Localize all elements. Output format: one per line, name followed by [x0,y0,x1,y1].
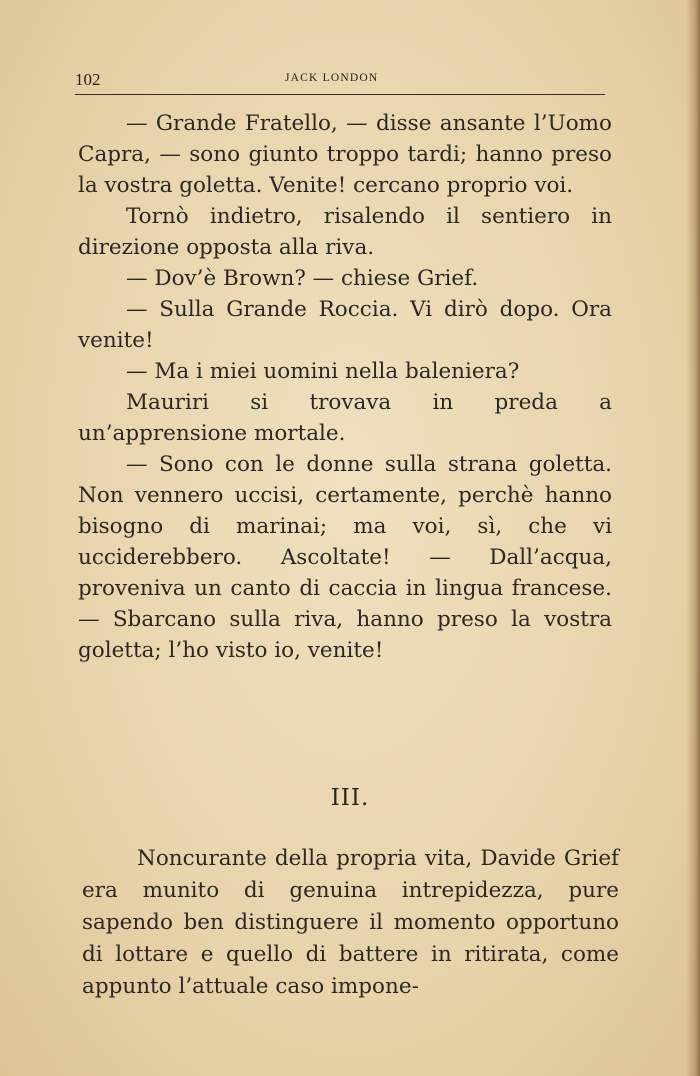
header-rule [75,94,605,95]
running-head: JACK LONDON [285,72,379,84]
paragraph: Noncurante della propria vita, Davide Grief era munito di genuina intrepidezza, pure sapendo ben distinguere il momento opportuno di lottare e quello di battere in ritirata, come appunto l’attuale caso impone- [82,846,619,999]
page-number: 102 [75,70,101,89]
paragraph: — Grande Fratello, — disse ansante l’Uomo Capra, — sono giunto troppo tardi; hanno preso la vostra goletta. Venite! cercano proprio voi. [78,111,612,198]
section-title: III. [330,785,370,811]
page-header [75,70,603,96]
paragraph: — Ma i miei uomini nella baleniera? [126,359,520,384]
paragraph: — Sono con le donne sulla strana goletta. Non vennero uccisi, certamente, perchè hanno bisogno di marinai; ma voi, sì, che vi ucciderebbero. Ascoltate! — Dall’acqua, proveniva un canto di caccia in lingua francese. — Sbarcano sulla riva, hanno preso la vostra goletta; l’ho visto io, venite! [78,452,612,663]
section-body-text [82,843,619,1003]
page-edge-shadow [686,0,700,1076]
paragraph: — Sulla Grande Roccia. Vi dirò dopo. Ora venite! [78,297,612,353]
paragraph: Mauriri si trovava in preda a un’apprensione mortale. [78,390,612,446]
paragraph: Tornò indietro, risalendo il sentiero in direzione opposta alla riva. [78,204,612,260]
paragraph: — Dov’è Brown? — chiese Grief. [126,266,479,291]
body-text [78,108,612,666]
